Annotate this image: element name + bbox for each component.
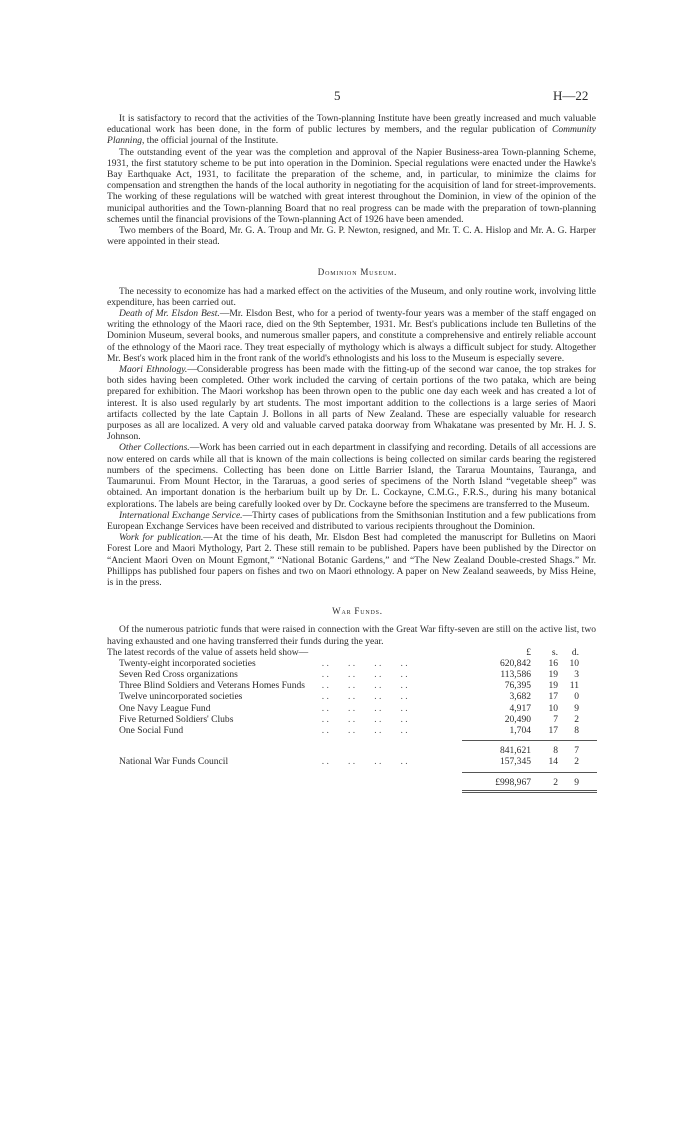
paragraph: Maori Ethnology.—Considerable progress has been made with the fitting-up of the second war canoe, the top strakes for both sides having been completed. Other work included the carving of certain portions of the two pataka, which are being prepared for exhibition. The Maori workshop has been thrown open to the public one day each week and has created a lot of interest. It is also used regularly by art students. The most important addition to the collections is a large series of Maori artifacts collected by the late Captain J. Bollons in all parts of New Zealand. These are especially valuable for research purposes as all are localized. A very old and valuable carved pataka doorway from Whakatane was presented by Mr. H. J. S. Johnson. (107, 364, 596, 443)
dot-leader: . . . . . . . . (317, 669, 408, 681)
rule-row (107, 736, 596, 745)
paragraph: Other Collections.—Work has been carried out in each department in classifying and recording. Details of all accessions are now entered on cards while all that is known of the main collections is being collected on similar cards bearing the registered numbers of the specimens. Collecting has been done on Little Barrier Island, the Tararua Mountains, Tauranga, and Taumarunui. From Mount Hector, in the Tararuas, a good series of specimens of the North Island “vegetable sheep” was obtained. An important donation is the herbarium built up by Dr. L. Cockayne, C.M.G., F.R.S., during his many botanical explorations. The labels are being carefully looked over by Dr. Cockayne before the specimens are transferred to the Museum. (107, 442, 596, 510)
dot-leader: . . . . . . . . (317, 713, 408, 725)
table-row: Five Returned Soldiers' Clubs . . . . . . . . 20,490 7 2 (119, 713, 579, 725)
dot-leader: . . . . . . . . (317, 702, 408, 714)
dot-leader: . . . . . . . . (317, 756, 408, 768)
subtotal-rule (462, 740, 597, 741)
paragraph: It is satisfactory to record that the activities of the Town-planning Institute have been greatly increased and much valuable educational work has been done, in the form of public lectures by members, and the regular publication of Community Planning, the official journal of the Institute. (107, 113, 596, 147)
page-body (107, 113, 596, 794)
council-row: National War Funds Council . . . . . . . . 157,345 14 2 (119, 756, 579, 768)
table-row: One Navy League Fund . . . . . . . . 4,917 10 9 (119, 702, 579, 714)
table-lead: The latest records of the value of assets held show— (107, 646, 309, 658)
section-heading: War Funds. (332, 606, 383, 617)
table-row: Seven Red Cross organizations . . . . . . . . 113,586 19 3 (119, 669, 579, 681)
total-rule (462, 772, 597, 773)
table-header-row (107, 647, 596, 658)
pence-header: d. (571, 646, 579, 658)
table-row: One Social Fund . . . . . . . . 1,704 17 8 (119, 725, 579, 737)
paragraph: The outstanding event of the year was the completion and approval of the Napier Business-area Town-planning Scheme, 1931, the first statutory scheme to be put into operation in the Dominion. Special regulations were enacted under the Hawke's Bay Earthquake Act, 1931, to facilitate the preparation of the scheme, and, in particular, to minimize the claims for compensation and strengthen the hands of the local authority in negotiating for the acquisition of land for street-improvements. The working of these regulations will be watched with great interest throughout the Dominion, in view of the opinion of the municipal authorities and the Town-planning Board that no real progress can be made with the preparation of town-planning schemes until the financial provisions of the Town-planning Act of 1926 have been amended. (107, 146, 596, 225)
war-funds-table (107, 647, 596, 794)
section-heading: Dominion Museum. (317, 267, 398, 278)
paragraph: The necessity to economize has had a marked effect on the activities of the Museum, and only routine work, involving little expenditure, has been carried out. (107, 285, 596, 308)
paragraph: International Exchange Service.—Thirty cases of publications from the Smithsonian Institution and a few publications from European Exchange Services have been received and distributed to various recipients throughout the Dominion. (107, 509, 596, 532)
shillings-header: s. (551, 646, 558, 658)
total-row: £998,967 2 9 (495, 776, 579, 788)
dot-leader: . . . . . . . . (317, 657, 408, 669)
dot-leader: . . . . . . . . (317, 725, 408, 737)
paragraph: Work for publication.—At the time of his death, Mr. Elsdon Best had completed the manuscript for Bulletins on Maori Forest Lore and Maori Mythology, Part 2. These still remain to be published. Papers have been published by the Director on “Ancient Maori Oven on Mount Egmont,” “National Botanic Gardens,” and “The New Zealand Double-crested Shags.” Mr. Phillipps has published four papers on fishes and two on Maori ethnology. A paper on New Zealand seaweeds, by Miss Heine, is in the press. (107, 532, 596, 588)
table-row: Twenty-eight incorporated societies . . . . . . . . 620,842 16 10 (119, 657, 579, 669)
rule-row (107, 768, 596, 777)
paragraph: Two members of the Board, Mr. G. A. Troup and Mr. G. P. Newton, resigned, and Mr. T. C. A. Hislop and Mr. A. G. Harper were appointed in their stead. (107, 225, 596, 248)
table-row: Three Blind Soldiers and Veterans Homes Funds . . . . . . . . 76,395 19 11 (119, 680, 579, 692)
table-row: Twelve unincorporated societies . . . . . . . . 3,682 17 0 (119, 691, 579, 703)
dot-leader: . . . . . . . . (317, 691, 408, 703)
subtotal-row: 841,621 8 7 (499, 745, 579, 757)
total-double-rule (462, 790, 597, 793)
paragraph: Of the numerous patriotic funds that were raised in connection with the Great War fifty-seven are still on the active list, two having exhausted and one having transferred their funds during the year. (107, 624, 596, 647)
rule-row (107, 788, 596, 794)
dot-leader: . . . . . . . . (317, 680, 408, 692)
document-reference: H—22 (553, 88, 589, 103)
page-number: 5 (334, 88, 341, 103)
pounds-header: £ (526, 646, 531, 658)
paragraph: Death of Mr. Elsdon Best.—Mr. Elsdon Best, who for a period of twenty-four years was a member of the staff engaged on writing the ethnology of the Maori race, died on the 9th September, 1931. Mr. Best's publications include ten Bulletins of the Dominion Museum, several books, and numerous smaller papers, and constitute a comprehensive and entirely reliable account of the ethnology of the Maori race. They treat especially of mythology which is always a difficult subject for study. Altogether Mr. Best's work placed him in the front rank of the world's ethnologists and his loss to the Museum is especially severe. (107, 308, 596, 364)
